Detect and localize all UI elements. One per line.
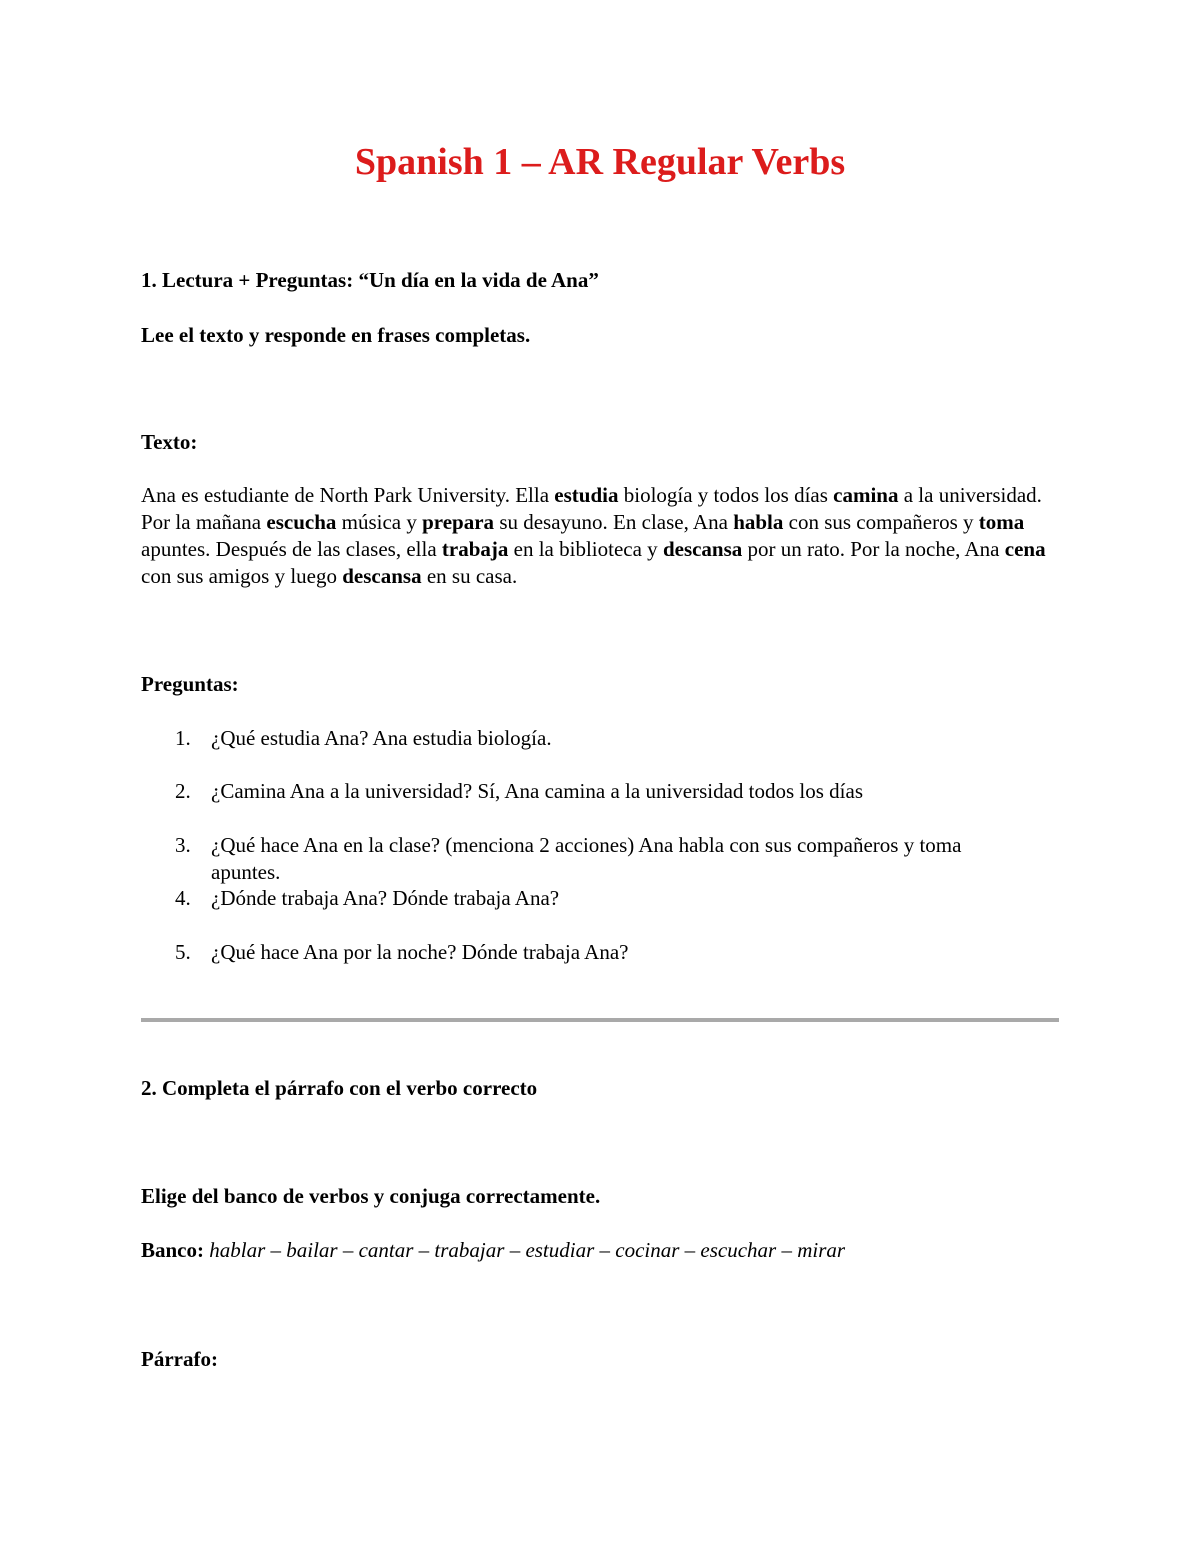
paragraph-text: apuntes. Después de las clases, ella [141, 537, 442, 561]
paragraph-text: con sus compañeros y [783, 510, 979, 534]
paragraph-text: música y [336, 510, 423, 534]
highlighted-verb: toma [978, 510, 1025, 534]
page-title: Spanish 1 – AR Regular Verbs [354, 141, 846, 183]
question-number: 1. [175, 726, 191, 750]
preguntas-label: Preguntas: [141, 672, 239, 696]
paragraph-text: biología y todos los días [618, 483, 834, 507]
parrafo-label: Párrafo: [141, 1347, 218, 1371]
highlighted-verb: cena [1004, 537, 1046, 561]
question-text: ¿Qué hace Ana en la clase? (menciona 2 acciones) Ana habla con sus compañeros y toma apuntes. [211, 833, 962, 884]
question-text: ¿Camina Ana a la universidad? Sí, Ana camina a la universidad todos los días [211, 779, 864, 803]
section2-heading: 2. Completa el párrafo con el verbo correcto [141, 1076, 538, 1100]
paragraph-text: en la biblioteca y [508, 537, 663, 561]
question-text: ¿Qué estudia Ana? Ana estudia biología. [211, 726, 552, 750]
highlighted-verb: habla [733, 510, 784, 534]
highlighted-verb: prepara [422, 510, 495, 534]
paragraph-text: su desayuno. En clase, Ana [494, 510, 734, 534]
highlighted-verb: estudia [554, 483, 619, 507]
section-divider [141, 1018, 1059, 1022]
question-number: 4. [175, 886, 191, 910]
verb-bank [141, 1237, 845, 1264]
section1-heading: 1. Lectura + Preguntas: “Un día en la vida de Ana” [141, 268, 599, 292]
paragraph-text: Ana es estudiante de North Park University. Ella [141, 483, 555, 507]
highlighted-verb: camina [833, 483, 899, 507]
paragraph-text: por un rato. Por la noche, Ana [742, 537, 1005, 561]
question-text: ¿Qué hace Ana por la noche? Dónde trabaja Ana? [211, 940, 629, 964]
highlighted-verb: trabaja [441, 537, 509, 561]
section1-instruction: Lee el texto y responde en frases completas. [141, 323, 531, 347]
highlighted-verb: escucha [266, 510, 337, 534]
highlighted-verb: descansa [342, 564, 422, 588]
texto-label: Texto: [141, 430, 198, 454]
paragraph-text: a la universidad. Por la mañana [141, 483, 1042, 534]
question-number: 5. [175, 940, 191, 964]
highlighted-verb: descansa [662, 537, 743, 561]
paragraph-text: con sus amigos y luego [141, 564, 343, 588]
verb-bank-list: hablar – bailar – cantar – trabajar – estudiar – cocinar – escuchar – mirar [209, 1238, 846, 1262]
question-number: 3. [175, 833, 191, 857]
reading-paragraph [141, 482, 1061, 590]
section2-instruction: Elige del banco de verbos y conjuga correctamente. [141, 1184, 601, 1208]
verb-bank-label: Banco: [141, 1238, 204, 1262]
question-number: 2. [175, 779, 191, 803]
paragraph-text: en su casa. [421, 564, 518, 588]
question-text: ¿Dónde trabaja Ana? Dónde trabaja Ana? [211, 886, 560, 910]
